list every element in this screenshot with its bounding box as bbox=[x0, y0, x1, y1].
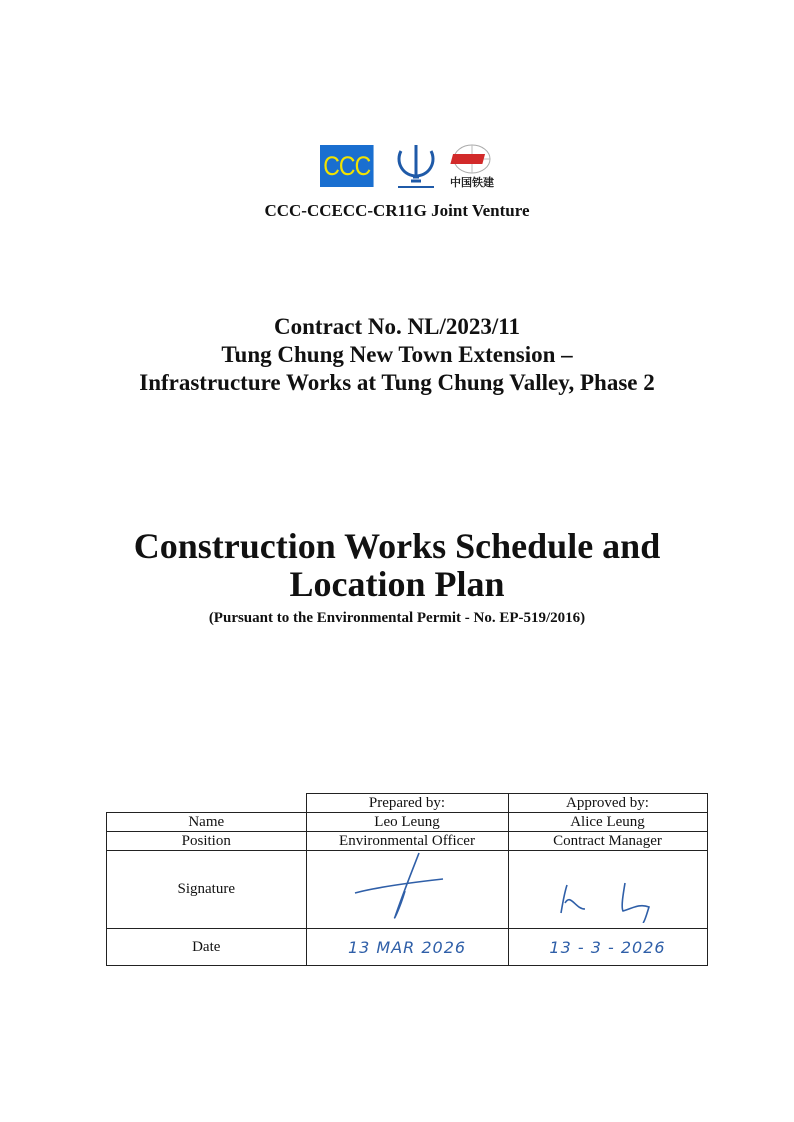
contract-title-line: Tung Chung New Town Extension – bbox=[221, 342, 573, 367]
document-subtitle: (Pursuant to the Environmental Permit - No. EP-519/2016) bbox=[208, 610, 586, 626]
ccecc-logo bbox=[393, 143, 439, 189]
signature-image bbox=[307, 851, 507, 923]
signature-image bbox=[509, 851, 707, 923]
contract-title-line: Infrastructure Works at Tung Chung Valley, Phase 2 bbox=[139, 370, 655, 395]
contract-block bbox=[0, 313, 794, 397]
header-prepared: Prepared by: bbox=[306, 794, 508, 813]
ccc-logo: CCC bbox=[320, 145, 374, 187]
joint-venture-name: CCC-CCECC-CR11G Joint Venture bbox=[264, 201, 530, 220]
prepared-date: 13 MAR 2026 bbox=[306, 929, 508, 966]
svg-text:中国铁建: 中国铁建 bbox=[450, 176, 494, 189]
table-row bbox=[107, 832, 708, 851]
table-row bbox=[107, 813, 708, 832]
row-label: Position bbox=[107, 832, 307, 851]
approved-name: Alice Leung bbox=[508, 813, 707, 832]
table-row bbox=[107, 851, 708, 929]
prepared-name: Leo Leung bbox=[306, 813, 508, 832]
empty-cell bbox=[107, 794, 307, 813]
prepared-signature bbox=[306, 851, 508, 929]
crcc-logo bbox=[444, 143, 500, 189]
header-approved: Approved by: bbox=[508, 794, 707, 813]
approved-signature bbox=[508, 851, 707, 929]
row-label: Name bbox=[107, 813, 307, 832]
table-row bbox=[107, 929, 708, 966]
logo-bar bbox=[320, 143, 500, 188]
title-line: Location Plan bbox=[289, 564, 505, 604]
row-label: Signature bbox=[107, 851, 307, 929]
prepared-position: Environmental Officer bbox=[306, 832, 508, 851]
approved-date: 13 - 3 - 2026 bbox=[508, 929, 707, 966]
contract-number: Contract No. NL/2023/11 bbox=[274, 314, 520, 339]
row-label: Date bbox=[107, 929, 307, 966]
document-title bbox=[0, 527, 794, 603]
approved-position: Contract Manager bbox=[508, 832, 707, 851]
signoff-table bbox=[106, 793, 708, 966]
title-line: Construction Works Schedule and bbox=[133, 526, 661, 566]
